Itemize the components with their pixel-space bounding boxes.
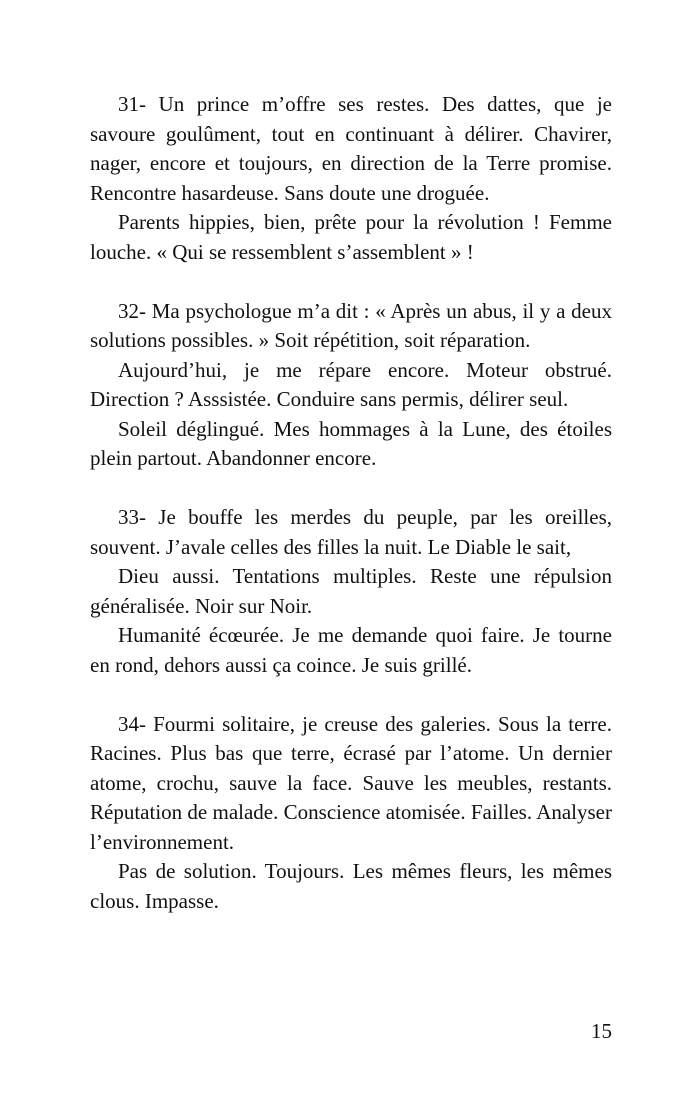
page-number: 15 <box>591 1019 612 1043</box>
paragraph: 34- Fourmi solitaire, je creuse des galeries. Sous la terre. Racines. Plus bas que terre, écrasé par l’atome. Un dernier atome, crochu, sauve la face. Sauve les meubles, restants. Réputation de malade. Conscience atomisée. Failles. Analyser l’environnement. <box>90 711 612 854</box>
section-33 <box>90 503 612 680</box>
paragraph: Soleil déglingué. Mes hommages à la Lune, des étoiles plein partout. Abandonner encore. <box>90 416 612 470</box>
paragraph: Aujourd’hui, je me répare encore. Moteur obstrué. Direction ? Asssistée. Conduire sans permis, délirer seul. <box>90 357 612 411</box>
paragraph: Pas de solution. Toujours. Les mêmes fleurs, les mêmes clous. Impasse. <box>90 859 612 913</box>
paragraph: Parents hippies, bien, prête pour la révolution ! Femme louche. « Qui se ressemblent s’assemblent » ! <box>90 210 612 264</box>
paragraph: 32- Ma psychologue m’a dit : « Après un abus, il y a deux solutions possibles. » Soit répétition, soit réparation. <box>90 298 612 352</box>
page-body <box>90 90 612 946</box>
section-31 <box>90 90 612 267</box>
section-32 <box>90 297 612 474</box>
paragraph: Humanité écœurée. Je me demande quoi faire. Je tourne en rond, dehors aussi ça coince. Je suis grillé. <box>90 623 612 677</box>
paragraph: Dieu aussi. Tentations multiples. Reste une répulsion généralisée. Noir sur Noir. <box>90 564 612 618</box>
paragraph: 33- Je bouffe les merdes du peuple, par les oreilles, souvent. J’avale celles des filles la nuit. Le Diable le sait, <box>90 505 612 559</box>
paragraph: 31- Un prince m’offre ses restes. Des dattes, que je savoure goulûment, tout en continuant à délirer. Chavirer, nager, encore et toujours, en direction de la Terre promise. Rencontre hasardeuse. Sans doute une droguée. <box>90 92 612 205</box>
section-34 <box>90 710 612 917</box>
